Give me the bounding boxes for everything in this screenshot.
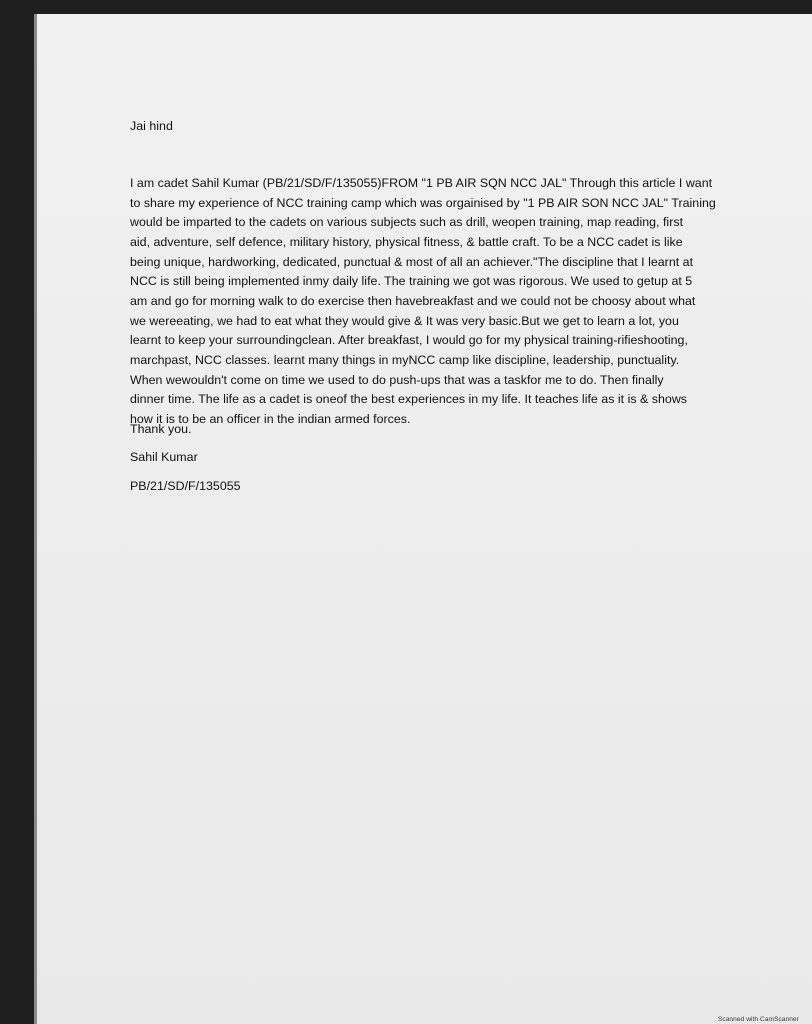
letter-body [130,174,728,430]
body-line: When wewouldn't come on time we used to do push-ups that was a taskfor me to do. Then finally [130,372,664,387]
signature-id: PB/21/SD/F/135055 [130,479,241,493]
body-line: am and go for morning walk to do exercise then havebreakfast and we could not be choosy about what [130,293,696,308]
body-line: NCC is still being implemented inmy daily life. The training we got was rigorous. We used to getup at 5 [130,274,693,289]
body-line: dinner time. The life as a cadet is oneof the best experiences in my life. It teaches life as it is & shows [130,392,688,407]
body-line: being unique, hardworking, dedicated, punctual & most of all an achiever."The discipline that I learnt at [130,254,694,269]
body-line: I am cadet Sahil Kumar (PB/21/SD/F/135055)FROM "1 PB AIR SQN NCC JAL" Through this article I want [130,176,713,190]
body-line: aid, adventure, self defence, military history, physical fitness, & battle craft. To be a NCC cadet is like [130,234,683,249]
body-line: marchpast, NCC classes. learnt many things in myNCC camp like discipline, leadership, punctuality. [130,352,680,367]
letter-closing: Thank you. [130,422,192,436]
body-line: we wereeating, we had to eat what they would give & It was very basic.But we get to learn a lot, you [130,313,679,328]
page-left-edge [34,14,37,1024]
signature-name: Sahil Kumar [130,450,198,464]
body-line: would be imparted to the cadets on various subjects such as drill, weopen training, map reading, first [130,215,684,230]
scanned-page [34,14,812,1024]
body-line: how it is to be an officer in the indian armed forces. [130,411,411,426]
body-line: learnt to keep your surroundingclean. After breakfast, I would go for my physical training-rifieshooting, [130,333,688,348]
letter-greeting: Jai hind [130,119,173,133]
body-line: to share my experience of NCC training camp which was orgainised by "1 PB AIR SON NCC JAL" Training [130,195,716,210]
camscanner-watermark: Scanned with CamScanner [717,1016,799,1023]
